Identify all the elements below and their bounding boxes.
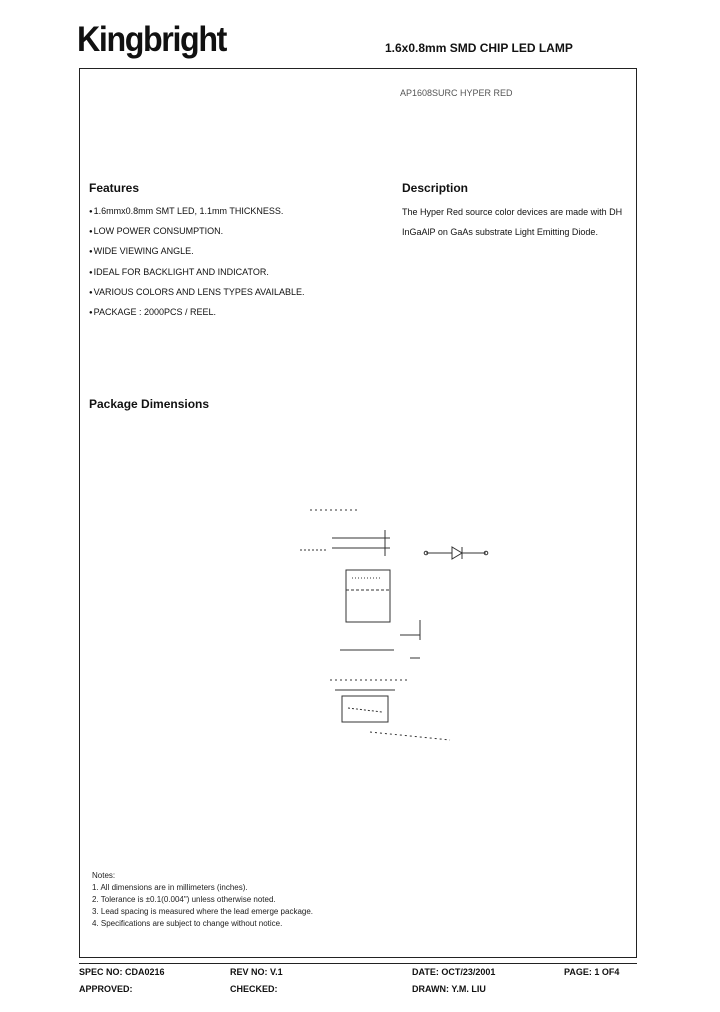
description-heading: Description [402, 181, 469, 195]
list-item: ● WIDE VIEWING ANGLE. [89, 242, 305, 262]
approved-label: APPROVED: [79, 984, 133, 994]
features-heading: Features [89, 181, 140, 195]
note-item: 4. Specifications are subject to change without notice. [92, 919, 283, 928]
note-item: 2. Tolerance is ±0.1(0.004") unless otherwise noted. [92, 895, 276, 904]
footer-divider [79, 963, 637, 964]
list-item: ● LOW POWER CONSUMPTION. [89, 222, 305, 242]
drawn-by: DRAWN: Y.M. LIU [412, 984, 486, 994]
features-list [89, 202, 305, 323]
drawing-line [348, 708, 382, 712]
notes-section [92, 870, 313, 930]
note-item: 1. All dimensions are in millimeters (inches). [92, 883, 248, 892]
description-line: InGaAlP on GaAs substrate Light Emitting Diode. [402, 227, 598, 237]
spec-number: SPEC NO: CDA0216 [79, 967, 165, 977]
page-number: PAGE: 1 OF4 [564, 967, 620, 977]
part-number: AP1608SURC HYPER RED [400, 88, 513, 98]
date-field: DATE: OCT/23/2001 [412, 967, 496, 977]
note-item: 3. Lead spacing is measured where the lead emerge package. [92, 907, 314, 916]
list-item: ● IDEAL FOR BACKLIGHT AND INDICATOR. [89, 263, 305, 283]
document-title: 1.6x0.8mm SMD CHIP LED LAMP [385, 41, 573, 55]
package-dimensions-heading: Package Dimensions [89, 397, 210, 411]
list-item: ● PACKAGE : 2000PCS / REEL. [89, 303, 305, 323]
package-dimensions-drawing [290, 500, 510, 750]
checked-label: CHECKED: [230, 984, 278, 994]
drawing-line [370, 732, 450, 740]
revision-number: REV NO: V.1 [230, 967, 283, 977]
list-item: ● 1.6mmx0.8mm SMT LED, 1.1mm THICKNESS. [89, 202, 305, 222]
description-text [402, 202, 638, 242]
description-line: The Hyper Red source color devices are made with DH [402, 207, 623, 217]
diode-triangle [452, 547, 462, 559]
list-item: ● VARIOUS COLORS AND LENS TYPES AVAILABLE. [89, 283, 305, 303]
drawing-body [342, 696, 388, 722]
brand-logo: Kingbright [77, 20, 226, 59]
notes-heading: Notes: [92, 871, 116, 880]
